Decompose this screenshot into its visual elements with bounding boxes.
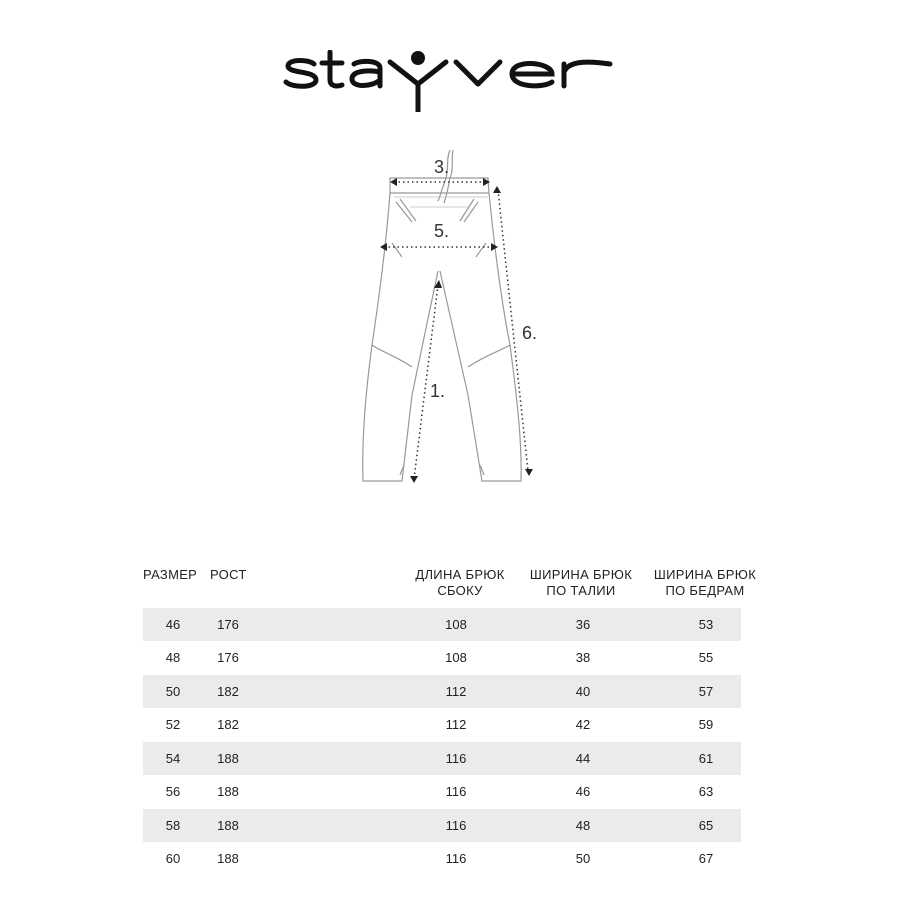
cell-size: 48 (165, 650, 181, 665)
cell-waist: 44 (575, 751, 591, 766)
cell-size: 60 (165, 851, 181, 866)
table-row (143, 842, 741, 875)
cell-waist: 36 (575, 617, 591, 632)
header-hips-line2: ПО БЕДРАМ (665, 583, 745, 598)
cell-height: 176 (217, 617, 239, 632)
cell-waist: 48 (575, 818, 591, 833)
cell-length: 116 (445, 851, 467, 866)
cell-length: 116 (445, 784, 467, 799)
cell-length: 116 (445, 751, 467, 766)
cell-size: 54 (165, 751, 181, 766)
cell-size: 56 (165, 784, 181, 799)
measure-label-5: 5. (434, 221, 450, 241)
measure-label-3: 3. (434, 157, 450, 177)
cell-hips: 55 (698, 650, 714, 665)
cell-length: 112 (445, 684, 467, 699)
cell-waist: 50 (575, 851, 591, 866)
pants-diagram (350, 145, 560, 495)
table-row (143, 742, 741, 775)
header-height: РОСТ (210, 567, 247, 582)
cell-size: 52 (165, 717, 181, 732)
cell-waist: 42 (575, 717, 591, 732)
table-row (143, 675, 741, 708)
table-row (143, 809, 741, 842)
header-hips (647, 567, 763, 599)
header-waist-line1: ШИРИНА БРЮК (529, 567, 633, 582)
measure-label-1: 1. (430, 381, 446, 401)
cell-hips: 53 (698, 617, 714, 632)
cell-size: 58 (165, 818, 181, 833)
cell-length: 112 (445, 717, 467, 732)
cell-hips: 67 (698, 851, 714, 866)
cell-height: 182 (217, 717, 239, 732)
cell-height: 188 (217, 751, 239, 766)
cell-size: 46 (165, 617, 181, 632)
cell-hips: 57 (698, 684, 714, 699)
cell-length: 108 (445, 650, 467, 665)
cell-hips: 63 (698, 784, 714, 799)
header-length-line2: СБОКУ (437, 583, 483, 598)
table-row (143, 608, 741, 641)
cell-length: 108 (445, 617, 467, 632)
cell-size: 50 (165, 684, 181, 699)
cell-height: 176 (217, 650, 239, 665)
header-size: РАЗМЕР (143, 567, 198, 582)
table-row (143, 708, 741, 741)
header-length (405, 567, 515, 599)
cell-hips: 65 (698, 818, 714, 833)
cell-height: 188 (217, 818, 239, 833)
header-hips-line1: ШИРИНА БРЮК (653, 567, 757, 582)
cell-waist: 40 (575, 684, 591, 699)
header-waist-line2: ПО ТАЛИИ (546, 583, 616, 598)
brand-logo (280, 50, 620, 112)
table-row (143, 641, 741, 674)
header-waist (523, 567, 639, 599)
table-row (143, 775, 741, 808)
header-length-line1: ДЛИНА БРЮК (415, 567, 505, 582)
cell-height: 188 (217, 851, 239, 866)
cell-waist: 38 (575, 650, 591, 665)
cell-hips: 59 (698, 717, 714, 732)
measure-label-6: 6. (522, 323, 538, 343)
cell-hips: 61 (698, 751, 714, 766)
pants-drawing (350, 145, 560, 495)
cell-height: 188 (217, 784, 239, 799)
cell-waist: 46 (575, 784, 591, 799)
cell-length: 116 (445, 818, 467, 833)
cell-height: 182 (217, 684, 239, 699)
